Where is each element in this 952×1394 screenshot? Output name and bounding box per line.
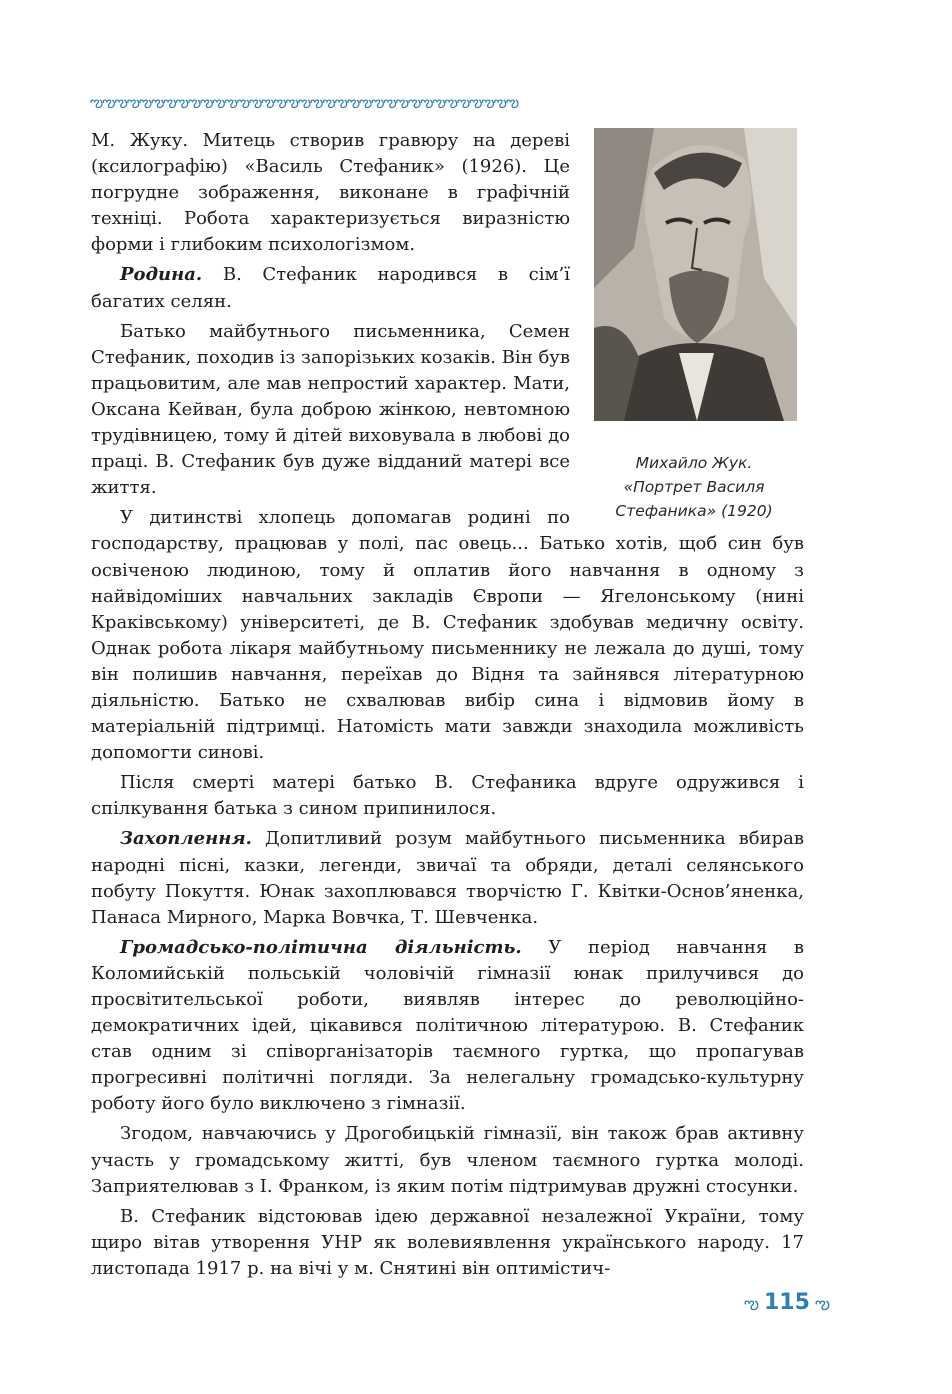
paragraph: Батько майбутнього письменника, Семен Стефаник, походив із запорізьких козаків. Він був працьовитим, але мав непростий характер. Мати, Оксана Кейван, була доброю жінкою, невтомною трудівницею, тому й дітей виховувала в любові до праці. В. Стефаник був дуже відданий матері все життя. bbox=[91, 320, 570, 499]
paragraph: Згодом, навчаючись у Дрогобицькій гімназії, він також брав активну участь у громадському житті, був членом таємного гуртка молоді. Заприятелював з І. Франком, із яким потім підтримував дружні стосунки. bbox=[91, 1123, 804, 1197]
paragraph-text: В. Стефаник народився в сім’ї багатих селян. bbox=[91, 264, 570, 312]
page-number-block bbox=[744, 1290, 854, 1316]
paragraph: В. Стефаник відстоював ідею державної незалежної України, тому щиро вітав утворення УНР як волевиявлення українського народу. 17 листопада 1917 р. на вічі у м. Снятині він оптимістич- bbox=[91, 1205, 804, 1279]
section-lead-family: Родина. bbox=[120, 264, 203, 286]
paragraph: У дитинстві хлопець допомагав родині по господарству, працював у полі, пас овець... Батько хотів, щоб син був освіченою людиною, тому й оплатив його навчання в одному з найвідоміших навчальних закладів Європи — Ягелонському (нині Краківському) університеті, де В. Стефаник здобував медичну освіту. Однак робота лікаря майбутньому письменнику не лежала до душі, тому він полишив навчання, переїхав до Відня та зайнявся літературною діяльністю. Батько не схвалював вибір сина і відмовив йому в матеріальній підтримці. Натомість мати завжди знаходила можливість допомогти синові. bbox=[91, 507, 804, 764]
paragraph-hobbies bbox=[91, 826, 804, 930]
portrait-image bbox=[594, 128, 797, 421]
portrait-figure bbox=[584, 128, 804, 520]
caption-line: «Портрет Василя bbox=[623, 478, 765, 496]
paragraph-text: Допитливий розум майбутнього письменника вбирав народні пісні, казки, легенди, звичаї та обряди, деталі селянського побуту Покуття. Юнак захоплювався творчістю Г. Квітки-Основ’яненка, Панаса Мирного, Марка Вовчка, Т. Шевченка. bbox=[91, 828, 804, 928]
caption-line: Михайло Жук. bbox=[635, 454, 753, 472]
portrait-caption bbox=[584, 451, 804, 523]
section-lead-political: Громадсько-політична діяльність. bbox=[120, 936, 522, 958]
portrait-engraving bbox=[594, 128, 797, 421]
ornament-right-icon: ఌ bbox=[814, 1294, 830, 1314]
main-text bbox=[91, 128, 804, 1282]
ornament-left-icon: ఌ bbox=[744, 1294, 759, 1314]
header-ornament-band: ఌఌఌఌఌఌఌఌఌఌఌఌఌఌఌఌఌఌఌఌఌఌఌఌఌఌఌఌఌఌఌఌఌఌఌ bbox=[90, 93, 519, 111]
page-number: 115 bbox=[764, 1290, 810, 1315]
caption-line: Стефаника» (1920) bbox=[615, 502, 773, 520]
paragraph-political bbox=[91, 935, 804, 1118]
paragraph: М. Жуку. Митець створив гравюру на дереві (ксилографію) «Василь Стефаник» (1926). Це погрудне зображення, виконане в графічній техніці. Робота характеризується виразністю форми і глибоким психологізмом. bbox=[91, 130, 570, 256]
paragraph-text: У період навчання в Коломийській польській чоловічій гімназії юнак прилучився до просвітительської роботи, виявляв інтерес до революційно-демократичних ідей, цікавився політичною літературою. В. Стефаник став одним зі співорганізаторів таємного гуртка, що пропагував прогресивні політичні погляди. За нелегальну громадсько-культурну роботу його було виключено з гімназії. bbox=[91, 936, 804, 1115]
paragraph: Після смерті матері батько В. Стефаника вдруге одружився і спілкування батька з сином припинилося. bbox=[91, 772, 804, 820]
section-lead-hobbies: Захоплення. bbox=[120, 828, 252, 850]
